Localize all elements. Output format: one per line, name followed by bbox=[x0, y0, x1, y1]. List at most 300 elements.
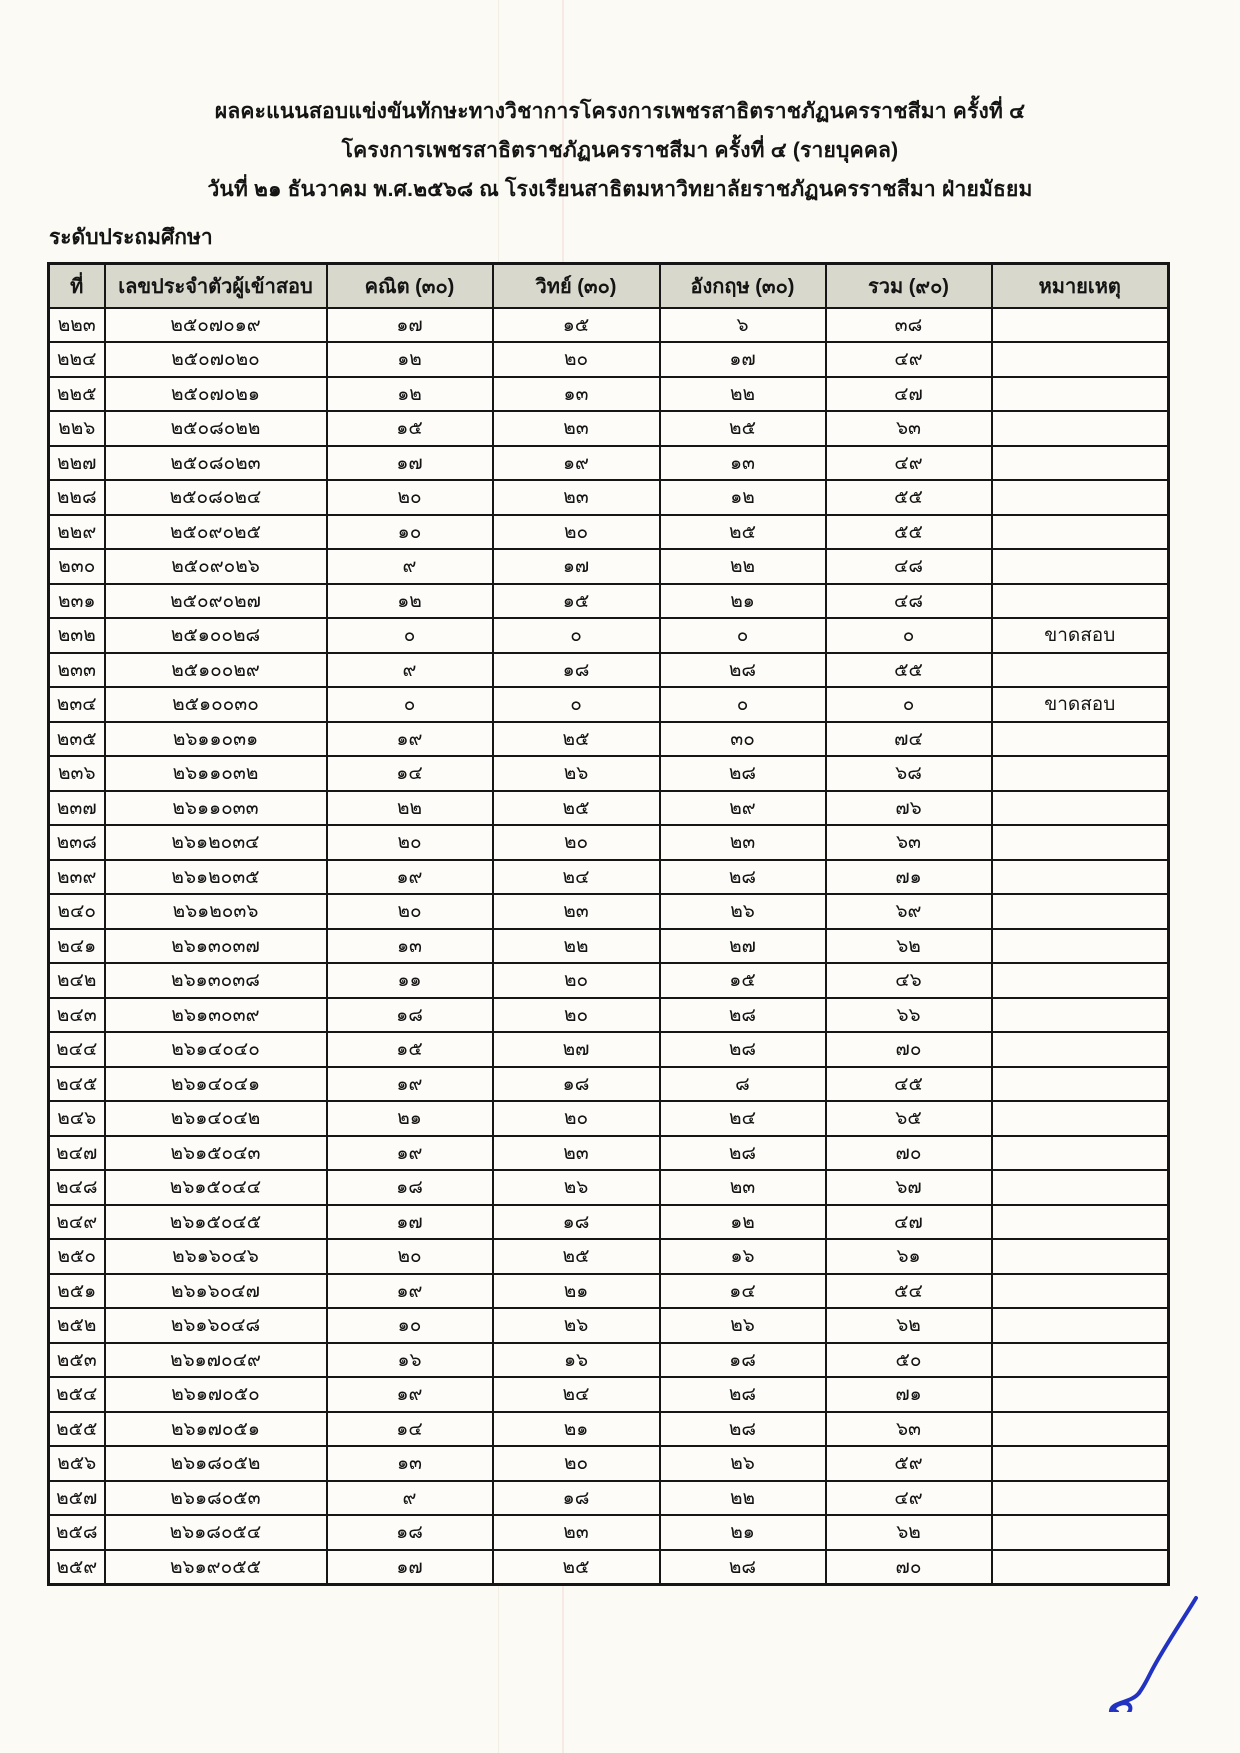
table-row bbox=[49, 860, 1169, 895]
cell-id: ๒๖๑๒๐๓๖ bbox=[105, 894, 327, 929]
cell-english: ๒๘ bbox=[660, 1136, 826, 1171]
cell-id: ๒๖๑๘๐๕๓ bbox=[105, 1481, 327, 1516]
cell-no: ๒๔๖ bbox=[49, 1101, 105, 1136]
table-row bbox=[49, 1136, 1169, 1171]
cell-math: ๑๒ bbox=[327, 377, 493, 412]
cell-science: ๑๘ bbox=[493, 1067, 660, 1102]
cell-math: ๑๙ bbox=[327, 1136, 493, 1171]
cell-english: ๓๐ bbox=[660, 722, 826, 757]
table-row bbox=[49, 756, 1169, 791]
cell-id: ๒๖๑๗๐๕๑ bbox=[105, 1412, 327, 1447]
cell-science: ๑๘ bbox=[493, 1481, 660, 1516]
cell-no: ๒๓๖ bbox=[49, 756, 105, 791]
cell-id: ๒๖๑๘๐๕๒ bbox=[105, 1446, 327, 1481]
cell-math: ๒๐ bbox=[327, 894, 493, 929]
cell-id: ๒๖๑๕๐๔๔ bbox=[105, 1170, 327, 1205]
cell-science: ๒๓ bbox=[493, 411, 660, 446]
cell-science: ๑๗ bbox=[493, 549, 660, 584]
cell-id: ๒๖๑๑๐๓๒ bbox=[105, 756, 327, 791]
cell-total: ๕๙ bbox=[826, 1446, 992, 1481]
cell-math: ๙ bbox=[327, 1481, 493, 1516]
cell-note bbox=[992, 1377, 1169, 1412]
cell-id: ๒๖๑๘๐๕๔ bbox=[105, 1515, 327, 1550]
cell-note bbox=[992, 722, 1169, 757]
cell-id: ๒๕๐๗๐๒๑ bbox=[105, 377, 327, 412]
cell-no: ๒๔๐ bbox=[49, 894, 105, 929]
cell-total: ๖๗ bbox=[826, 1170, 992, 1205]
table-row bbox=[49, 515, 1169, 550]
score-table-header-row bbox=[49, 264, 1169, 308]
cell-note bbox=[992, 549, 1169, 584]
cell-total: ๔๕ bbox=[826, 1067, 992, 1102]
cell-science: ๒๐ bbox=[493, 515, 660, 550]
cell-science: ๒๓ bbox=[493, 1515, 660, 1550]
cell-total: ๖๒ bbox=[826, 929, 992, 964]
cell-no: ๒๓๑ bbox=[49, 584, 105, 619]
cell-english: ๒๘ bbox=[660, 998, 826, 1033]
cell-no: ๒๓๐ bbox=[49, 549, 105, 584]
cell-math: ๑๘ bbox=[327, 1170, 493, 1205]
cell-science: ๒๐ bbox=[493, 1101, 660, 1136]
cell-english: ๒๖ bbox=[660, 1308, 826, 1343]
cell-no: ๒๕๒ bbox=[49, 1308, 105, 1343]
cell-note bbox=[992, 791, 1169, 826]
cell-math: ๑๔ bbox=[327, 756, 493, 791]
cell-math: ๙ bbox=[327, 653, 493, 688]
cell-total: ๗๑ bbox=[826, 860, 992, 895]
table-row bbox=[49, 825, 1169, 860]
cell-no: ๒๔๑ bbox=[49, 929, 105, 964]
cell-id: ๒๖๑๔๐๔๐ bbox=[105, 1032, 327, 1067]
cell-total: ๗๐ bbox=[826, 1550, 992, 1585]
cell-no: ๒๔๙ bbox=[49, 1205, 105, 1240]
table-row bbox=[49, 791, 1169, 826]
cell-english: ๒๑ bbox=[660, 1515, 826, 1550]
cell-math: ๑๗ bbox=[327, 1205, 493, 1240]
cell-science: ๒๐ bbox=[493, 825, 660, 860]
cell-id: ๒๕๐๗๐๒๐ bbox=[105, 342, 327, 377]
cell-id: ๒๕๐๘๐๒๔ bbox=[105, 480, 327, 515]
cell-no: ๒๔๗ bbox=[49, 1136, 105, 1171]
cell-no: ๒๓๒ bbox=[49, 618, 105, 653]
cell-total: ๖๓ bbox=[826, 825, 992, 860]
cell-no: ๒๔๓ bbox=[49, 998, 105, 1033]
cell-id: ๒๖๑๗๐๔๙ bbox=[105, 1343, 327, 1378]
cell-note bbox=[992, 1515, 1169, 1550]
cell-science: ๒๗ bbox=[493, 1032, 660, 1067]
cell-id: ๒๖๑๒๐๓๔ bbox=[105, 825, 327, 860]
table-row bbox=[49, 1205, 1169, 1240]
cell-no: ๒๕๙ bbox=[49, 1550, 105, 1585]
cell-total: ๖๖ bbox=[826, 998, 992, 1033]
cell-science: ๑๘ bbox=[493, 1205, 660, 1240]
column-header-3: วิทย์ (๓๐) bbox=[493, 264, 660, 308]
cell-total: ๖๒ bbox=[826, 1308, 992, 1343]
table-row bbox=[49, 618, 1169, 653]
cell-english: ๖ bbox=[660, 308, 826, 343]
table-row bbox=[49, 1481, 1169, 1516]
table-row bbox=[49, 998, 1169, 1033]
cell-math: ๑๐ bbox=[327, 515, 493, 550]
cell-science: ๒๒ bbox=[493, 929, 660, 964]
cell-science: ๑๕ bbox=[493, 308, 660, 343]
cell-id: ๒๕๐๙๐๒๖ bbox=[105, 549, 327, 584]
cell-english: ๒๒ bbox=[660, 549, 826, 584]
cell-english: ๑๒ bbox=[660, 480, 826, 515]
cell-science: ๒๓ bbox=[493, 480, 660, 515]
cell-no: ๒๓๙ bbox=[49, 860, 105, 895]
cell-id: ๒๖๑๙๐๕๕ bbox=[105, 1550, 327, 1585]
cell-note: ขาดสอบ bbox=[992, 687, 1169, 722]
cell-math: ๒๐ bbox=[327, 1239, 493, 1274]
score-table-body bbox=[49, 308, 1169, 1585]
cell-math: ๒๒ bbox=[327, 791, 493, 826]
cell-no: ๒๒๗ bbox=[49, 446, 105, 481]
cell-math: ๑๘ bbox=[327, 998, 493, 1033]
cell-no: ๒๒๘ bbox=[49, 480, 105, 515]
table-row bbox=[49, 1412, 1169, 1447]
cell-no: ๒๔๒ bbox=[49, 963, 105, 998]
cell-math: ๑๐ bbox=[327, 1308, 493, 1343]
table-row bbox=[49, 549, 1169, 584]
cell-science: ๐ bbox=[493, 687, 660, 722]
table-row bbox=[49, 342, 1169, 377]
cell-science: ๑๘ bbox=[493, 653, 660, 688]
cell-math: ๑๙ bbox=[327, 1067, 493, 1102]
cell-math: ๑๔ bbox=[327, 1412, 493, 1447]
cell-total: ๔๗ bbox=[826, 1205, 992, 1240]
table-row bbox=[49, 1067, 1169, 1102]
cell-science: ๒๖ bbox=[493, 1308, 660, 1343]
cell-note bbox=[992, 894, 1169, 929]
table-row bbox=[49, 411, 1169, 446]
cell-id: ๒๖๑๓๐๓๘ bbox=[105, 963, 327, 998]
cell-note bbox=[992, 377, 1169, 412]
table-row bbox=[49, 1170, 1169, 1205]
cell-note bbox=[992, 1481, 1169, 1516]
cell-science: ๒๕ bbox=[493, 722, 660, 757]
cell-english: ๒๗ bbox=[660, 929, 826, 964]
cell-id: ๒๖๑๒๐๓๕ bbox=[105, 860, 327, 895]
cell-note bbox=[992, 1170, 1169, 1205]
cell-no: ๒๒๓ bbox=[49, 308, 105, 343]
cell-math: ๑๖ bbox=[327, 1343, 493, 1378]
table-row bbox=[49, 1446, 1169, 1481]
cell-no: ๒๔๘ bbox=[49, 1170, 105, 1205]
cell-english: ๐ bbox=[660, 687, 826, 722]
cell-note bbox=[992, 515, 1169, 550]
title-line-3: วันที่ ๒๑ ธันวาคม พ.ศ.๒๕๖๘ ณ โรงเรียนสาธิตมหาวิทยาลัยราชภัฏนครราชสีมา ฝ่ายมัธยม bbox=[207, 178, 1033, 201]
table-row bbox=[49, 1377, 1169, 1412]
cell-no: ๒๕๔ bbox=[49, 1377, 105, 1412]
cell-science: ๒๐ bbox=[493, 963, 660, 998]
cell-note bbox=[992, 1308, 1169, 1343]
cell-math: ๒๐ bbox=[327, 480, 493, 515]
cell-total: ๓๘ bbox=[826, 308, 992, 343]
cell-science: ๒๕ bbox=[493, 791, 660, 826]
table-row bbox=[49, 308, 1169, 343]
cell-total: ๖๓ bbox=[826, 411, 992, 446]
cell-no: ๒๒๙ bbox=[49, 515, 105, 550]
cell-note bbox=[992, 480, 1169, 515]
cell-science: ๒๑ bbox=[493, 1274, 660, 1309]
cell-id: ๒๕๐๙๐๒๗ bbox=[105, 584, 327, 619]
section-label-primary-level: ระดับประถมศึกษา bbox=[49, 226, 213, 249]
cell-no: ๒๒๔ bbox=[49, 342, 105, 377]
cell-id: ๒๖๑๕๐๔๓ bbox=[105, 1136, 327, 1171]
cell-id: ๒๖๑๔๐๔๒ bbox=[105, 1101, 327, 1136]
cell-english: ๑๕ bbox=[660, 963, 826, 998]
cell-total: ๕๔ bbox=[826, 1274, 992, 1309]
title-line-2: โครงการเพชรสาธิตราชภัฏนครราชสีมา ครั้งที่ ๔ (รายบุคคล) bbox=[341, 139, 899, 162]
cell-note: ขาดสอบ bbox=[992, 618, 1169, 653]
cell-total: ๗๐ bbox=[826, 1032, 992, 1067]
cell-note bbox=[992, 825, 1169, 860]
cell-math: ๐ bbox=[327, 687, 493, 722]
cell-english: ๒๖ bbox=[660, 1446, 826, 1481]
column-header-1: เลขประจำตัวผู้เข้าสอบ bbox=[105, 264, 327, 308]
cell-total: ๔๗ bbox=[826, 377, 992, 412]
table-row bbox=[49, 1239, 1169, 1274]
cell-english: ๘ bbox=[660, 1067, 826, 1102]
cell-math: ๒๐ bbox=[327, 825, 493, 860]
cell-english: ๑๒ bbox=[660, 1205, 826, 1240]
cell-id: ๒๕๐๗๐๑๙ bbox=[105, 308, 327, 343]
cell-math: ๑๗ bbox=[327, 446, 493, 481]
cell-english: ๑๓ bbox=[660, 446, 826, 481]
cell-note bbox=[992, 1446, 1169, 1481]
cell-total: ๗๔ bbox=[826, 722, 992, 757]
cell-english: ๒๘ bbox=[660, 756, 826, 791]
cell-total: ๔๖ bbox=[826, 963, 992, 998]
cell-id: ๒๖๑๕๐๔๕ bbox=[105, 1205, 327, 1240]
cell-id: ๒๖๑๖๐๔๗ bbox=[105, 1274, 327, 1309]
cell-no: ๒๓๗ bbox=[49, 791, 105, 826]
column-header-6: หมายเหตุ bbox=[992, 264, 1169, 308]
cell-note bbox=[992, 342, 1169, 377]
cell-total: ๗๐ bbox=[826, 1136, 992, 1171]
cell-math: ๑๙ bbox=[327, 1377, 493, 1412]
cell-english: ๒๔ bbox=[660, 1101, 826, 1136]
cell-english: ๒๘ bbox=[660, 1412, 826, 1447]
cell-id: ๒๕๑๐๐๓๐ bbox=[105, 687, 327, 722]
cell-id: ๒๖๑๖๐๔๘ bbox=[105, 1308, 327, 1343]
cell-no: ๒๕๘ bbox=[49, 1515, 105, 1550]
table-row bbox=[49, 963, 1169, 998]
cell-no: ๒๕๖ bbox=[49, 1446, 105, 1481]
table-row bbox=[49, 653, 1169, 688]
cell-no: ๒๔๕ bbox=[49, 1067, 105, 1102]
cell-math: ๑๕ bbox=[327, 1032, 493, 1067]
cell-math: ๑๘ bbox=[327, 1515, 493, 1550]
cell-math: ๑๓ bbox=[327, 929, 493, 964]
cell-note bbox=[992, 963, 1169, 998]
cell-science: ๑๓ bbox=[493, 377, 660, 412]
cell-note bbox=[992, 998, 1169, 1033]
cell-id: ๒๖๑๖๐๔๖ bbox=[105, 1239, 327, 1274]
cell-total: ๔๙ bbox=[826, 1481, 992, 1516]
cell-no: ๒๓๓ bbox=[49, 653, 105, 688]
cell-english: ๒๕ bbox=[660, 411, 826, 446]
cell-note bbox=[992, 584, 1169, 619]
cell-total: ๐ bbox=[826, 687, 992, 722]
cell-total: ๕๕ bbox=[826, 515, 992, 550]
table-row bbox=[49, 377, 1169, 412]
cell-note bbox=[992, 756, 1169, 791]
cell-no: ๒๕๑ bbox=[49, 1274, 105, 1309]
cell-total: ๔๘ bbox=[826, 549, 992, 584]
cell-note bbox=[992, 1343, 1169, 1378]
cell-math: ๑๓ bbox=[327, 1446, 493, 1481]
table-row bbox=[49, 687, 1169, 722]
table-row bbox=[49, 1515, 1169, 1550]
cell-id: ๒๖๑๑๐๓๓ bbox=[105, 791, 327, 826]
cell-math: ๙ bbox=[327, 549, 493, 584]
cell-total: ๔๘ bbox=[826, 584, 992, 619]
cell-science: ๒๐ bbox=[493, 1446, 660, 1481]
cell-id: ๒๕๑๐๐๒๙ bbox=[105, 653, 327, 688]
cell-math: ๑๒ bbox=[327, 342, 493, 377]
cell-science: ๒๕ bbox=[493, 1550, 660, 1585]
cell-no: ๒๕๐ bbox=[49, 1239, 105, 1274]
cell-math: ๑๑ bbox=[327, 963, 493, 998]
table-row bbox=[49, 1274, 1169, 1309]
cell-note bbox=[992, 1239, 1169, 1274]
cell-english: ๒๒ bbox=[660, 1481, 826, 1516]
cell-science: ๑๙ bbox=[493, 446, 660, 481]
cell-english: ๑๔ bbox=[660, 1274, 826, 1309]
cell-math: ๐ bbox=[327, 618, 493, 653]
cell-science: ๒๔ bbox=[493, 1377, 660, 1412]
cell-english: ๒๘ bbox=[660, 1550, 826, 1585]
cell-science: ๒๑ bbox=[493, 1412, 660, 1447]
cell-english: ๑๘ bbox=[660, 1343, 826, 1378]
table-row bbox=[49, 1550, 1169, 1585]
cell-math: ๑๒ bbox=[327, 584, 493, 619]
table-row bbox=[49, 929, 1169, 964]
cell-no: ๒๕๕ bbox=[49, 1412, 105, 1447]
cell-math: ๑๗ bbox=[327, 1550, 493, 1585]
cell-math: ๑๙ bbox=[327, 1274, 493, 1309]
cell-note bbox=[992, 929, 1169, 964]
cell-id: ๒๕๐๘๐๒๒ bbox=[105, 411, 327, 446]
column-header-0: ที่ bbox=[49, 264, 105, 308]
table-row bbox=[49, 722, 1169, 757]
cell-total: ๐ bbox=[826, 618, 992, 653]
cell-english: ๒๒ bbox=[660, 377, 826, 412]
cell-science: ๒๓ bbox=[493, 1136, 660, 1171]
cell-english: ๒๖ bbox=[660, 894, 826, 929]
cell-total: ๖๓ bbox=[826, 1412, 992, 1447]
cell-math: ๑๕ bbox=[327, 411, 493, 446]
cell-id: ๒๖๑๗๐๕๐ bbox=[105, 1377, 327, 1412]
cell-note bbox=[992, 1032, 1169, 1067]
cell-english: ๑๖ bbox=[660, 1239, 826, 1274]
cell-english: ๒๘ bbox=[660, 1377, 826, 1412]
cell-note bbox=[992, 1136, 1169, 1171]
cell-total: ๖๑ bbox=[826, 1239, 992, 1274]
cell-math: ๑๗ bbox=[327, 308, 493, 343]
column-header-4: อังกฤษ (๓๐) bbox=[660, 264, 826, 308]
cell-id: ๒๕๑๐๐๒๘ bbox=[105, 618, 327, 653]
cell-science: ๐ bbox=[493, 618, 660, 653]
column-header-5: รวม (๙๐) bbox=[826, 264, 992, 308]
cell-science: ๒๐ bbox=[493, 342, 660, 377]
cell-science: ๒๖ bbox=[493, 756, 660, 791]
column-header-2: คณิต (๓๐) bbox=[327, 264, 493, 308]
cell-no: ๒๓๕ bbox=[49, 722, 105, 757]
table-row bbox=[49, 446, 1169, 481]
cell-no: ๒๒๖ bbox=[49, 411, 105, 446]
cell-id: ๒๖๑๓๐๓๗ bbox=[105, 929, 327, 964]
cell-id: ๒๖๑๑๐๓๑ bbox=[105, 722, 327, 757]
cell-note bbox=[992, 446, 1169, 481]
cell-science: ๒๔ bbox=[493, 860, 660, 895]
table-row bbox=[49, 1032, 1169, 1067]
cell-no: ๒๓๘ bbox=[49, 825, 105, 860]
cell-id: ๒๖๑๓๐๓๙ bbox=[105, 998, 327, 1033]
cell-english: ๒๕ bbox=[660, 515, 826, 550]
cell-total: ๔๙ bbox=[826, 446, 992, 481]
title-line-1: ผลคะแนนสอบแข่งขันทักษะทางวิชาการโครงการเพชรสาธิตราชภัฏนครราชสีมา ครั้งที่ ๔ bbox=[214, 100, 1026, 123]
cell-id: ๒๖๑๔๐๔๑ bbox=[105, 1067, 327, 1102]
cell-note bbox=[992, 1274, 1169, 1309]
cell-math: ๒๑ bbox=[327, 1101, 493, 1136]
cell-total: ๕๕ bbox=[826, 653, 992, 688]
signature-mark bbox=[1104, 1592, 1204, 1712]
cell-total: ๗๑ bbox=[826, 1377, 992, 1412]
cell-note bbox=[992, 308, 1169, 343]
cell-science: ๑๖ bbox=[493, 1343, 660, 1378]
cell-no: ๒๕๓ bbox=[49, 1343, 105, 1378]
cell-english: ๒๘ bbox=[660, 860, 826, 895]
cell-english: ๑๗ bbox=[660, 342, 826, 377]
cell-note bbox=[992, 1067, 1169, 1102]
document-title-block bbox=[0, 92, 1240, 209]
cell-note bbox=[992, 653, 1169, 688]
cell-science: ๑๕ bbox=[493, 584, 660, 619]
cell-total: ๖๕ bbox=[826, 1101, 992, 1136]
cell-english: ๒๓ bbox=[660, 1170, 826, 1205]
cell-no: ๒๔๔ bbox=[49, 1032, 105, 1067]
table-row bbox=[49, 1343, 1169, 1378]
cell-id: ๒๕๐๙๐๒๕ bbox=[105, 515, 327, 550]
cell-total: ๗๖ bbox=[826, 791, 992, 826]
cell-note bbox=[992, 411, 1169, 446]
cell-note bbox=[992, 1550, 1169, 1585]
cell-english: ๒๓ bbox=[660, 825, 826, 860]
cell-math: ๑๙ bbox=[327, 722, 493, 757]
cell-english: ๒๘ bbox=[660, 1032, 826, 1067]
cell-math: ๑๙ bbox=[327, 860, 493, 895]
cell-id: ๒๕๐๘๐๒๓ bbox=[105, 446, 327, 481]
score-table bbox=[47, 262, 1170, 1586]
cell-no: ๒๕๗ bbox=[49, 1481, 105, 1516]
cell-note bbox=[992, 860, 1169, 895]
cell-science: ๒๓ bbox=[493, 894, 660, 929]
table-row bbox=[49, 894, 1169, 929]
cell-total: ๖๒ bbox=[826, 1515, 992, 1550]
cell-english: ๒๑ bbox=[660, 584, 826, 619]
cell-note bbox=[992, 1205, 1169, 1240]
cell-english: ๒๙ bbox=[660, 791, 826, 826]
table-row bbox=[49, 1308, 1169, 1343]
cell-science: ๒๕ bbox=[493, 1239, 660, 1274]
cell-no: ๒๓๔ bbox=[49, 687, 105, 722]
cell-total: ๔๙ bbox=[826, 342, 992, 377]
cell-science: ๒๐ bbox=[493, 998, 660, 1033]
table-row bbox=[49, 480, 1169, 515]
